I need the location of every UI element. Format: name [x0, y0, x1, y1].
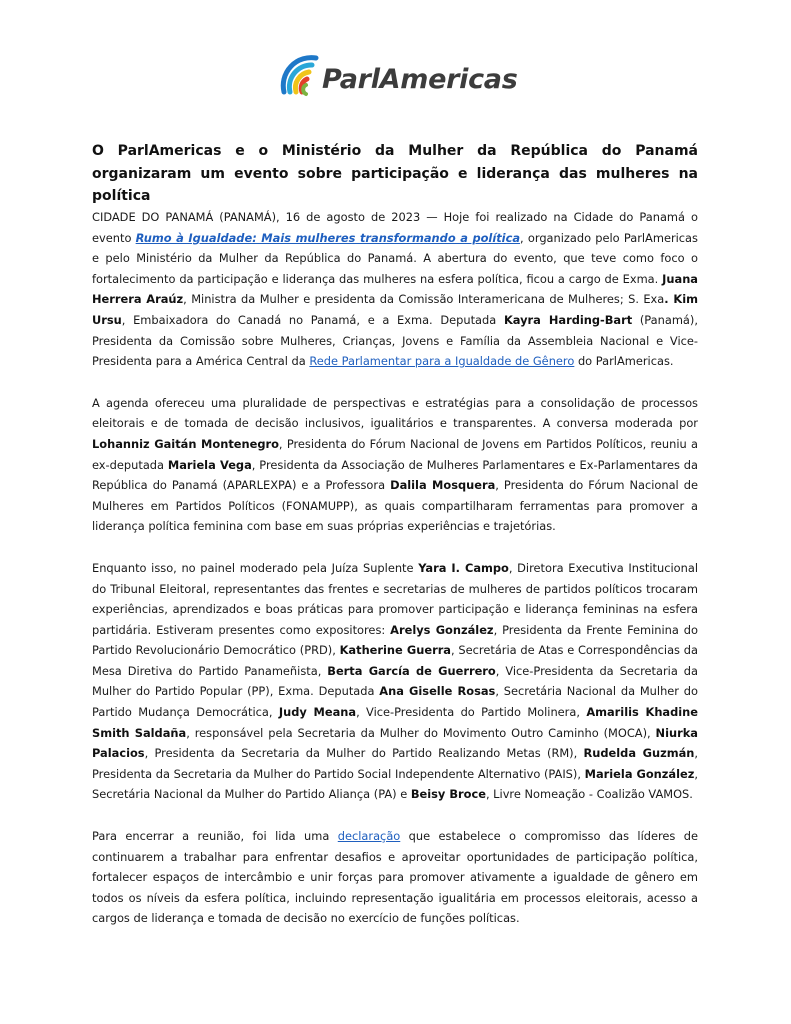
person-name: Katherine Guerra [339, 643, 451, 658]
text-segment: , Presidenta do Fórum Nacional de Jovens em Partidos Políticos, reuniu a ex-deputada [92, 436, 698, 472]
person-name: Ana Giselle Rosas [379, 684, 496, 699]
text-segment: , Vice-Presidenta da Secretaria da Mulher do Partido Popular (PP), Exma. Deputada [92, 663, 698, 699]
text-segment: , Secretária Nacional da Mulher do Partido Mudança Democrática, [92, 684, 698, 720]
person-name: Mariela González [584, 766, 695, 781]
person-name: Juana Herrera Araúz [92, 271, 698, 307]
person-name: Lohanniz Gaitán Montenegro [92, 436, 279, 451]
text-segment: que estabelece o compromisso das líderes de continuarem a trabalhar para enfrentar desafios e aproveitar oportunidades de participação política, fortalecer espaços de intercâmbio e unir forças para promover ativamente a igualdade de gênero em todos os níveis da esfera política, incluindo representação igualitária em processos eleitorais, acesso a cargos de liderança e tomada de decisão no exercício de funções políticas. [92, 829, 698, 926]
paragraph-4 [92, 826, 698, 929]
person-name: Yara I. Campo [418, 560, 509, 575]
text-segment: , Vice-Presidenta do Partido Molinera, [356, 705, 587, 720]
person-name: Berta García de Guerrero [327, 663, 496, 678]
person-name: Rudelda Guzmán [583, 746, 695, 761]
network-link[interactable]: Rede Parlamentar para a Igualdade de Gênero [309, 354, 575, 369]
text-segment: (Panamá), Presidenta da Comissão sobre Mulheres, Crianças, Jovens e Família da Assembleia Nacional e Vice-Presidenta para a América Central da [92, 312, 698, 369]
text-segment: , Livre Nomeação - Coalizão VAMOS. [485, 787, 693, 802]
paragraph-3 [92, 558, 698, 805]
text-segment: , Secretária de Atas e Correspondências da Mesa Diretiva do Partido Panameñista, [92, 643, 698, 678]
person-name: Kayra Harding-Bart [503, 312, 633, 327]
text-segment: , Presidenta da Secretaria da Mulher do Partido Social Independente Alternativo (PAIS), [92, 746, 698, 781]
person-name: Beisy Broce [410, 787, 486, 802]
person-name: Amarilis Khadine Smith Saldaña [92, 705, 699, 740]
text-segment: , Secretária Nacional da Mulher do Partido Aliança (PA) e [92, 766, 698, 802]
text-segment: , Diretora Executiva Institucional do Tribunal Eleitoral, representantes das frentes e secretarias de mulheres de partidos políticos trocaram experiências, aprendizados e boas práticas para promover participação e liderança femininas na esfera partidária. Estiveram presentes como expositores: [92, 560, 698, 637]
event-link[interactable]: Rumo à Igualdade: Mais mulheres transformando a política [135, 230, 521, 245]
person-name: Dalila Mosquera [390, 478, 496, 493]
declaration-link[interactable]: declaração [337, 829, 401, 844]
paragraph-2 [92, 393, 698, 537]
text-segment: , Presidenta da Frente Feminina do Partido Revolucionário Democrático (PRD), [92, 622, 699, 658]
text-segment: , organizado pelo ParlAmericas e pelo Ministério da Mulher da República do Panamá. A abertura do evento, que teve como foco o fortalecimento da participação e liderança das mulheres na esfera política, ficou a cargo de Exma. [92, 230, 698, 286]
person-name: Arelys González [390, 622, 494, 637]
paragraph-1 [92, 207, 698, 372]
text-segment: , Ministra da Mulher e presidenta da Comissão Interamericana de Mulheres; S. Exa [183, 292, 665, 307]
text-segment: CIDADE DO PANAMÁ (PANAMÁ), 16 de agosto de 2023 — Hoje foi realizado na Cidade do Panamá o evento [92, 210, 698, 245]
text-segment: Para encerrar a reunião, foi lida uma [92, 829, 338, 844]
document-title: O ParlAmericas e o Ministério da Mulher da República do Panamá organizaram um evento sobre participação e liderança das mulheres na política [92, 143, 698, 204]
text-segment: , Embaixadora do Canadá no Panamá, e a Exma. Deputada [121, 312, 504, 327]
person-name: Niurka Palacios [92, 725, 698, 761]
logo-wordmark: ParlAmericas [322, 64, 518, 95]
text-segment: A agenda ofereceu uma pluralidade de perspectivas e estratégias para a consolidação de processos eleitorais e de tomada de decisão inclusivos, igualitários e transparentes. A conversa moderada por [92, 395, 698, 431]
text-segment: Enquanto isso, no painel moderado pela Juíza Suplente [92, 560, 419, 575]
text-segment: do ParlAmericas. [574, 354, 674, 369]
text-segment: , responsável pela Secretaria da Mulher do Movimento Outro Caminho (MOCA), [186, 725, 656, 740]
person-name: . Kim Ursu [92, 292, 698, 327]
document-body [92, 207, 698, 950]
text-segment: , Presidenta da Associação de Mulheres Parlamentares e Ex-Parlamentares da República do Panamá (APARLEXPA) e a Professora [92, 457, 699, 493]
text-segment: , Presidenta do Fórum Nacional de Mulheres em Partidos Políticos (FONAMUPP), as quais compartilharam ferramentas para promover a liderança política feminina com base em suas próprias experiências e trajetórias. [92, 478, 698, 534]
person-name: Mariela Vega [167, 457, 252, 472]
person-name: Judy Meana [278, 705, 357, 720]
text-segment: , Presidenta da Secretaria da Mulher do Partido Realizando Metas (RM), [144, 746, 584, 761]
parlamericas-logo [276, 50, 516, 114]
